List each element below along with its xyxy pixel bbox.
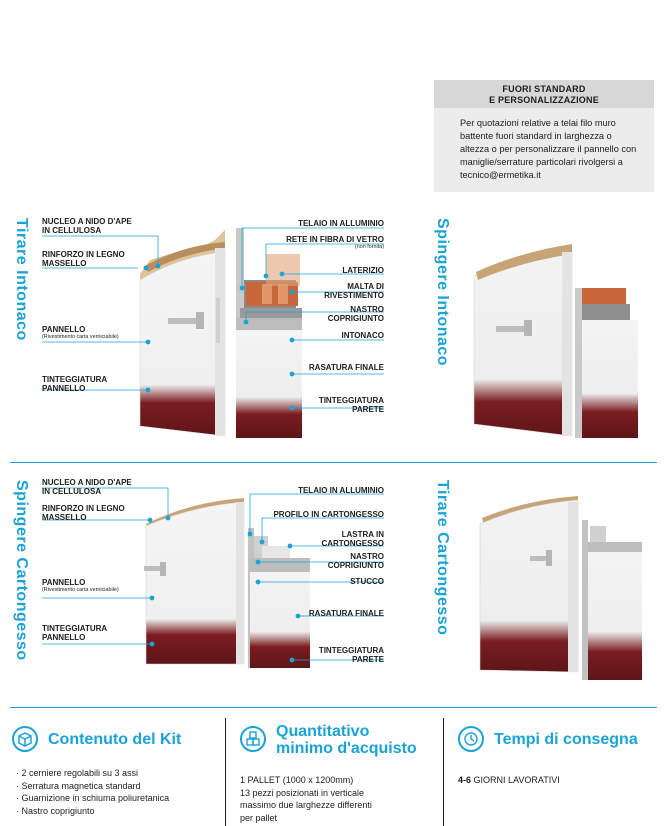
column-divider (443, 718, 444, 826)
kit-item: · 2 cerniere regolabili su 3 assi (16, 768, 139, 778)
label-profilo-bottom: PROFILO IN CARTONGESSO (273, 510, 384, 519)
label-rete-top (274, 235, 384, 251)
label-text: PANNELLO (42, 384, 86, 393)
custom-info-box (434, 80, 654, 192)
info-text: Per quotazioni relative a telai filo muro battente fuori standard in larghezza o altezza o per personalizzare il pannello con maniglie/serrature particolari rivolgersi a tecnico@ermetika.it (460, 118, 637, 180)
label-text: PANNELLO (42, 633, 86, 642)
kit-item: · Guarnizione in schiuma poliuretanica (16, 793, 170, 803)
label-text: TINTEGGIATURA (42, 624, 108, 633)
label-text: MASSELLO (42, 259, 87, 268)
label-tinteggiatura-parete-bottom (284, 646, 384, 664)
label-text: RINFORZO IN LEGNO (42, 250, 125, 259)
label-rasatura-top: RASATURA FINALE (308, 363, 384, 372)
title-spingere-intonaco: Spingere Intonaco (434, 218, 451, 367)
door-panel-large-bottom (144, 498, 244, 664)
label-malta-top (284, 282, 384, 300)
label-stucco-bottom: STUCCO (350, 577, 384, 586)
label-tinteggiatura-pannello-bottom (42, 624, 107, 642)
label-text: NASTRO (350, 305, 384, 314)
quantity-line: per pallet (240, 812, 278, 823)
label-text: TINTEGGIATURA (42, 375, 108, 384)
label-text: RETE IN FIBRA DI VETRO (286, 235, 384, 244)
label-laterizio-top: LATERIZIO (342, 266, 384, 275)
delivery-label: GIORNI LAVORATIVI (471, 775, 560, 785)
quantity-text (240, 774, 430, 824)
label-nastro-top (284, 305, 384, 323)
label-pannello-bottom (42, 578, 119, 594)
label-lastra-bottom (284, 530, 384, 548)
column-divider (225, 718, 226, 826)
label-telaio-bottom: TELAIO IN ALLUMINIO (298, 486, 384, 495)
label-tinteggiatura-parete-top (284, 396, 384, 414)
quantity-title (276, 723, 417, 757)
quantity-line: 1 PALLET (1000 x 1200mm) (240, 775, 354, 785)
title-tirare-intonaco: Tirare Intonaco (13, 218, 30, 341)
label-text: PARETE (352, 405, 384, 414)
label-text: MASSELLO (42, 513, 87, 522)
title-tirare-cartongesso: Tirare Cartongesso (434, 480, 451, 636)
label-text: PANNELLO (42, 325, 86, 334)
delivery-text (458, 774, 658, 787)
door-panel-large (140, 230, 225, 436)
label-text: LASTRA IN (341, 530, 384, 539)
label-rinforzo-top (42, 250, 125, 268)
door-panel-small (474, 244, 638, 438)
kit-item: · Serratura magnetica standard (16, 780, 141, 791)
label-text: RINFORZO IN LEGNO (42, 504, 125, 513)
delivery-days: 4-6 (458, 775, 472, 785)
label-text: RIVESTIMENTO (324, 291, 384, 300)
label-nucleo-top (42, 217, 132, 235)
door-panel-small-bottom (480, 496, 642, 680)
label-pannello-top (42, 325, 119, 341)
label-tinteggiatura-pannello-top (42, 375, 107, 393)
label-text: PANNELLO (42, 578, 86, 587)
label-text: IN CELLULOSA (42, 226, 102, 235)
label-intonaco-top: INTONACO (341, 331, 384, 340)
label-rinforzo-bottom (42, 504, 125, 522)
label-subtext: (non fornita) (354, 244, 384, 250)
label-subtext: (Rivestimento carta verniciabile) (42, 587, 119, 593)
label-text: TINTEGGIATURA (318, 396, 384, 405)
box-icon (12, 726, 38, 752)
label-text: NASTRO (350, 552, 384, 561)
label-rasatura-bottom: RASATURA FINALE (308, 609, 384, 618)
label-text: COPRIGIUNTO (327, 561, 384, 570)
info-box-header (434, 80, 654, 108)
label-text: COPRIGIUNTO (327, 314, 384, 323)
delivery-title: Tempi di consegna (494, 731, 638, 748)
section-divider (10, 462, 657, 463)
kit-item: · Nastro coprigiunto (16, 805, 95, 816)
kit-list (16, 767, 216, 817)
quantity-title-line: Quantitativo (276, 723, 370, 740)
clock-icon (458, 726, 484, 752)
label-nastro-bottom (284, 552, 384, 570)
label-text: TINTEGGIATURA (318, 646, 384, 655)
title-spingere-cartongesso: Spingere Cartongesso (13, 480, 30, 661)
label-text: CARTONGESSO (321, 539, 384, 548)
info-title-line2: E PERSONALIZZAZIONE (489, 95, 599, 105)
quantity-line: 13 pezzi posizionati in verticale (240, 787, 365, 798)
label-text: IN CELLULOSA (42, 487, 102, 496)
quantity-title-line: minimo d'acquisto (276, 740, 417, 757)
label-text: NUCLEO A NIDO D'APE (42, 217, 132, 226)
kit-title: Contenuto del Kit (48, 731, 182, 748)
label-nucleo-bottom (42, 478, 132, 496)
label-telaio-top: TELAIO IN ALLUMINIO (298, 219, 384, 228)
cubes-icon (240, 726, 266, 752)
label-text: MALTA DI (347, 282, 384, 291)
label-text: PARETE (352, 655, 384, 664)
info-title-line1: FUORI STANDARD (502, 84, 586, 94)
label-subtext: (Rivestimento carta verniciabile) (42, 334, 119, 340)
quantity-line: massimo due larghezze differenti (240, 800, 372, 810)
label-text: NUCLEO A NIDO D'APE (42, 478, 132, 487)
section-divider (10, 707, 657, 708)
